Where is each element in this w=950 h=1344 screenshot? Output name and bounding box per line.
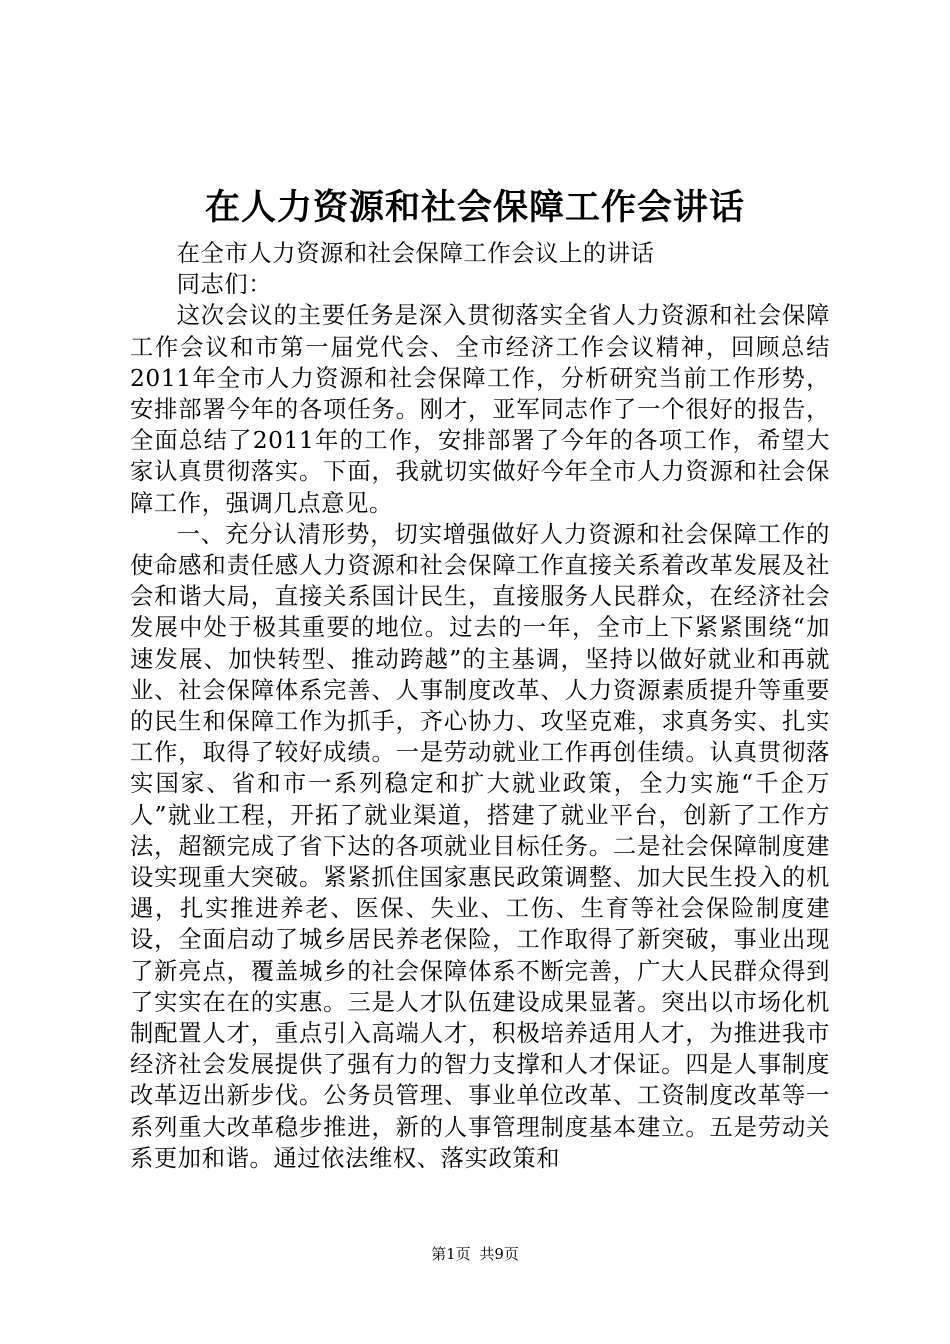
page-total: 共9页 [479, 1245, 519, 1263]
subtitle-paragraph: 在全市人力资源和社会保障工作会议上的讲话 [176, 240, 655, 267]
section-one-paragraph: 一、充分认清形势，切实增强做好人力资源和社会保障工作的使命感和责任感人力资源和社会保障工作直接关系着改革发展及社会和谐大局，直接关系国计民生，直接服务人民群众，在经济社会发展中处于极其重要的地位。过去的一年，全市上下紧紧围绕“加速发展、加快转型、推动跨越”的主基调，坚持以做好就业和再就业、社会保障体系完善、人事制度改革、人力资源素质提升等重要的民生和保障工作为抓手，齐心协力、攻坚克难，求真务实、扎实工作，取得了较好成绩。一是劳动就业工作再创佳绩。认真贯彻落实国家、省和市一系列稳定和扩大就业政策，全力实施“千企万人”就业工程，开拓了就业渠道，搭建了就业平台，创新了工作方法，超额完成了省下达的各项就业目标任务。二是社会保障制度建设实现重大突破。紧紧抓住国家惠民政策调整、加大民生投入的机遇，扎实推进养老、医保、失业、工伤、生育等社会保险制度建设，全面启动了城乡居民养老保险，工作取得了新突破，事业出现了新亮点，覆盖城乡的社会保障体系不断完善，广大人民群众得到了实实在在的实惠。三是人才队伍建设成果显著。突出以市场化机制配置人才，重点引入高端人才，积极培养适用人才，为推进我市经济社会发展提供了强有力的智力支撑和人才保证。四是人事制度改革迈出新步伐。公务员管理、事业单位改革、工资制度改革等一系列重大改革稳步推进，新的人事管理制度基本建立。五是劳动关系更加和谐。通过依法维权、落实政策和 [130, 520, 830, 1172]
intro-paragraph: 这次会议的主要任务是深入贯彻落实全省人力资源和社会保障工作会议和市第一届党代会、全市经济工作会议精神，回顾总结2011年全市人力资源和社会保障工作，分析研究当前工作形势，安排部署今年的各项任务。刚才，亚军同志作了一个很好的报告，全面总结了2011年的工作，安排部署了今年的各项工作，希望大家认真贯彻落实。下面，我就切实做好今年全市人力资源和社会保障工作，强调几点意见。 [130, 302, 830, 517]
document-title: 在人力资源和社会保障工作会讲话 [204, 188, 745, 228]
document-body [130, 238, 830, 1174]
page-footer [0, 1244, 950, 1264]
salutation-paragraph: 同志们： [176, 271, 273, 299]
page-number: 第1页 [431, 1245, 471, 1263]
